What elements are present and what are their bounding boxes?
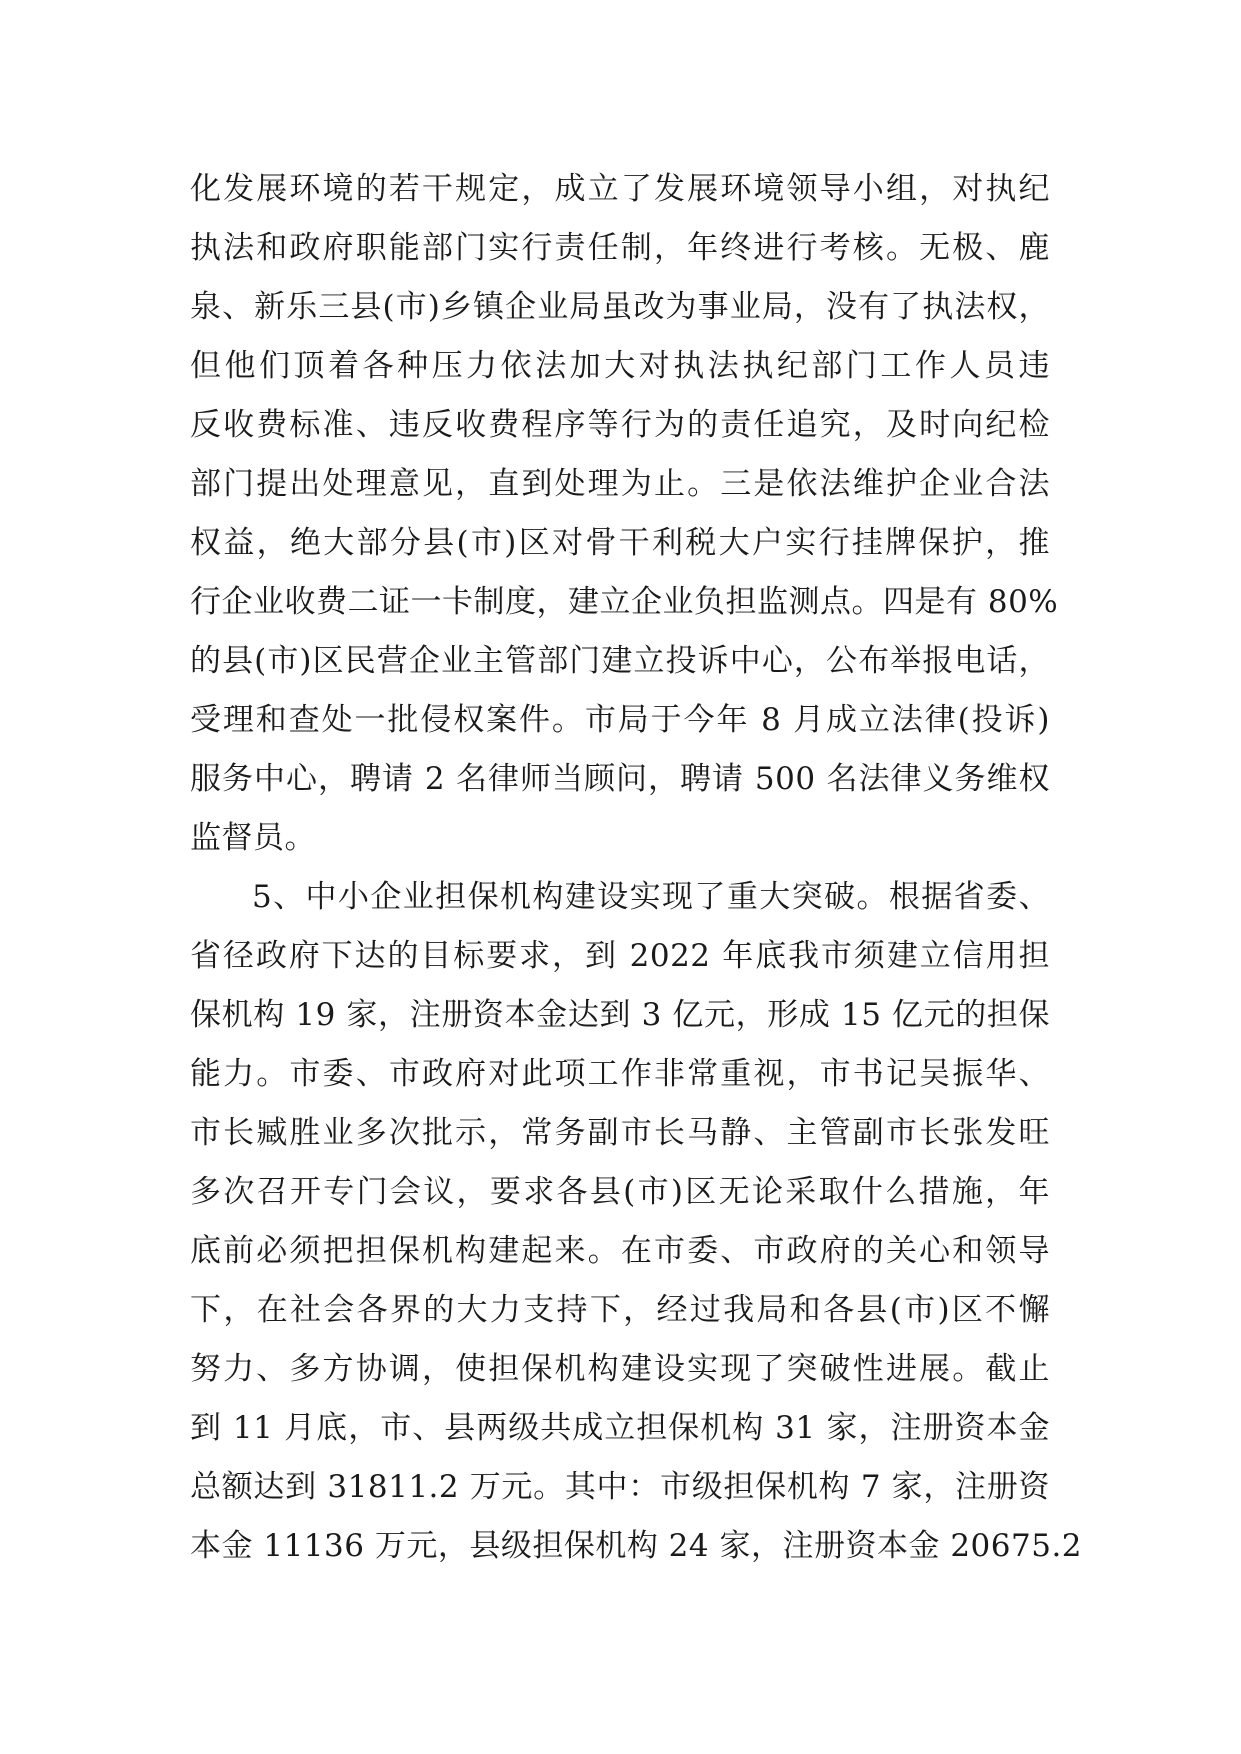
text-line: 保机构 19 家，注册资本金达到 3 亿元，形成 15 亿元的担保 <box>190 997 1050 1033</box>
text-line: 努力、多方协调，使担保机构建设实现了突破性进展。截止 <box>190 1351 1050 1387</box>
text-line: 执法和政府职能部门实行责任制，年终进行考核。无极、鹿 <box>190 230 1050 266</box>
text-line: 底前必须把担保机构建起来。在市委、市政府的关心和领导 <box>190 1233 1050 1269</box>
text-line: 多次召开专门会议，要求各县(市)区无论采取什么措施，年 <box>190 1174 1050 1210</box>
text-line: 化发展环境的若干规定，成立了发展环境领导小组，对执纪 <box>190 171 1050 207</box>
text-line: 受理和查处一批侵权案件。市局于今年 8 月成立法律(投诉) <box>190 702 1050 738</box>
text-line: 能力。市委、市政府对此项工作非常重视，市书记吴振华、 <box>190 1056 1050 1092</box>
text-line: 的县(市)区民营企业主管部门建立投诉中心，公布举报电话， <box>190 643 1050 679</box>
text-line: 总额达到 31811.2 万元。其中：市级担保机构 7 家，注册资 <box>190 1469 1050 1505</box>
text-line: 部门提出处理意见，直到处理为止。三是依法维护企业合法 <box>190 466 1050 502</box>
paragraph-guarantee-institutions <box>190 868 1083 1576</box>
text-line: 省径政府下达的目标要求，到 2022 年底我市须建立信用担 <box>190 938 1050 974</box>
text-line: 但他们顶着各种压力依法加大对执法执纪部门工作人员违 <box>190 348 1050 384</box>
paragraph-environment <box>190 160 1059 868</box>
text-line: 5、中小企业担保机构建设实现了重大突破。根据省委、 <box>252 879 1050 915</box>
text-line: 到 11 月底，市、县两级共成立担保机构 31 家，注册资本金 <box>190 1410 1050 1446</box>
text-line: 本金 11136 万元，县级担保机构 24 家，注册资本金 20675.2 <box>190 1528 1083 1564</box>
text-line: 下，在社会各界的大力支持下，经过我局和各县(市)区不懈 <box>190 1292 1050 1328</box>
document-body <box>190 160 1083 1576</box>
text-line: 市长臧胜业多次批示，常务副市长马静、主管副市长张发旺 <box>190 1115 1050 1151</box>
text-line: 反收费标准、违反收费程序等行为的责任追究，及时向纪检 <box>190 407 1050 443</box>
text-line: 泉、新乐三县(市)乡镇企业局虽改为事业局，没有了执法权， <box>190 289 1050 325</box>
text-line: 权益，绝大部分县(市)区对骨干利税大户实行挂牌保护，推 <box>190 525 1050 561</box>
text-line: 行企业收费二证一卡制度，建立企业负担监测点。四是有 80% <box>190 584 1059 620</box>
text-line: 服务中心，聘请 2 名律师当顾问，聘请 500 名法律义务维权 <box>190 761 1050 797</box>
text-line: 监督员。 <box>190 820 316 856</box>
